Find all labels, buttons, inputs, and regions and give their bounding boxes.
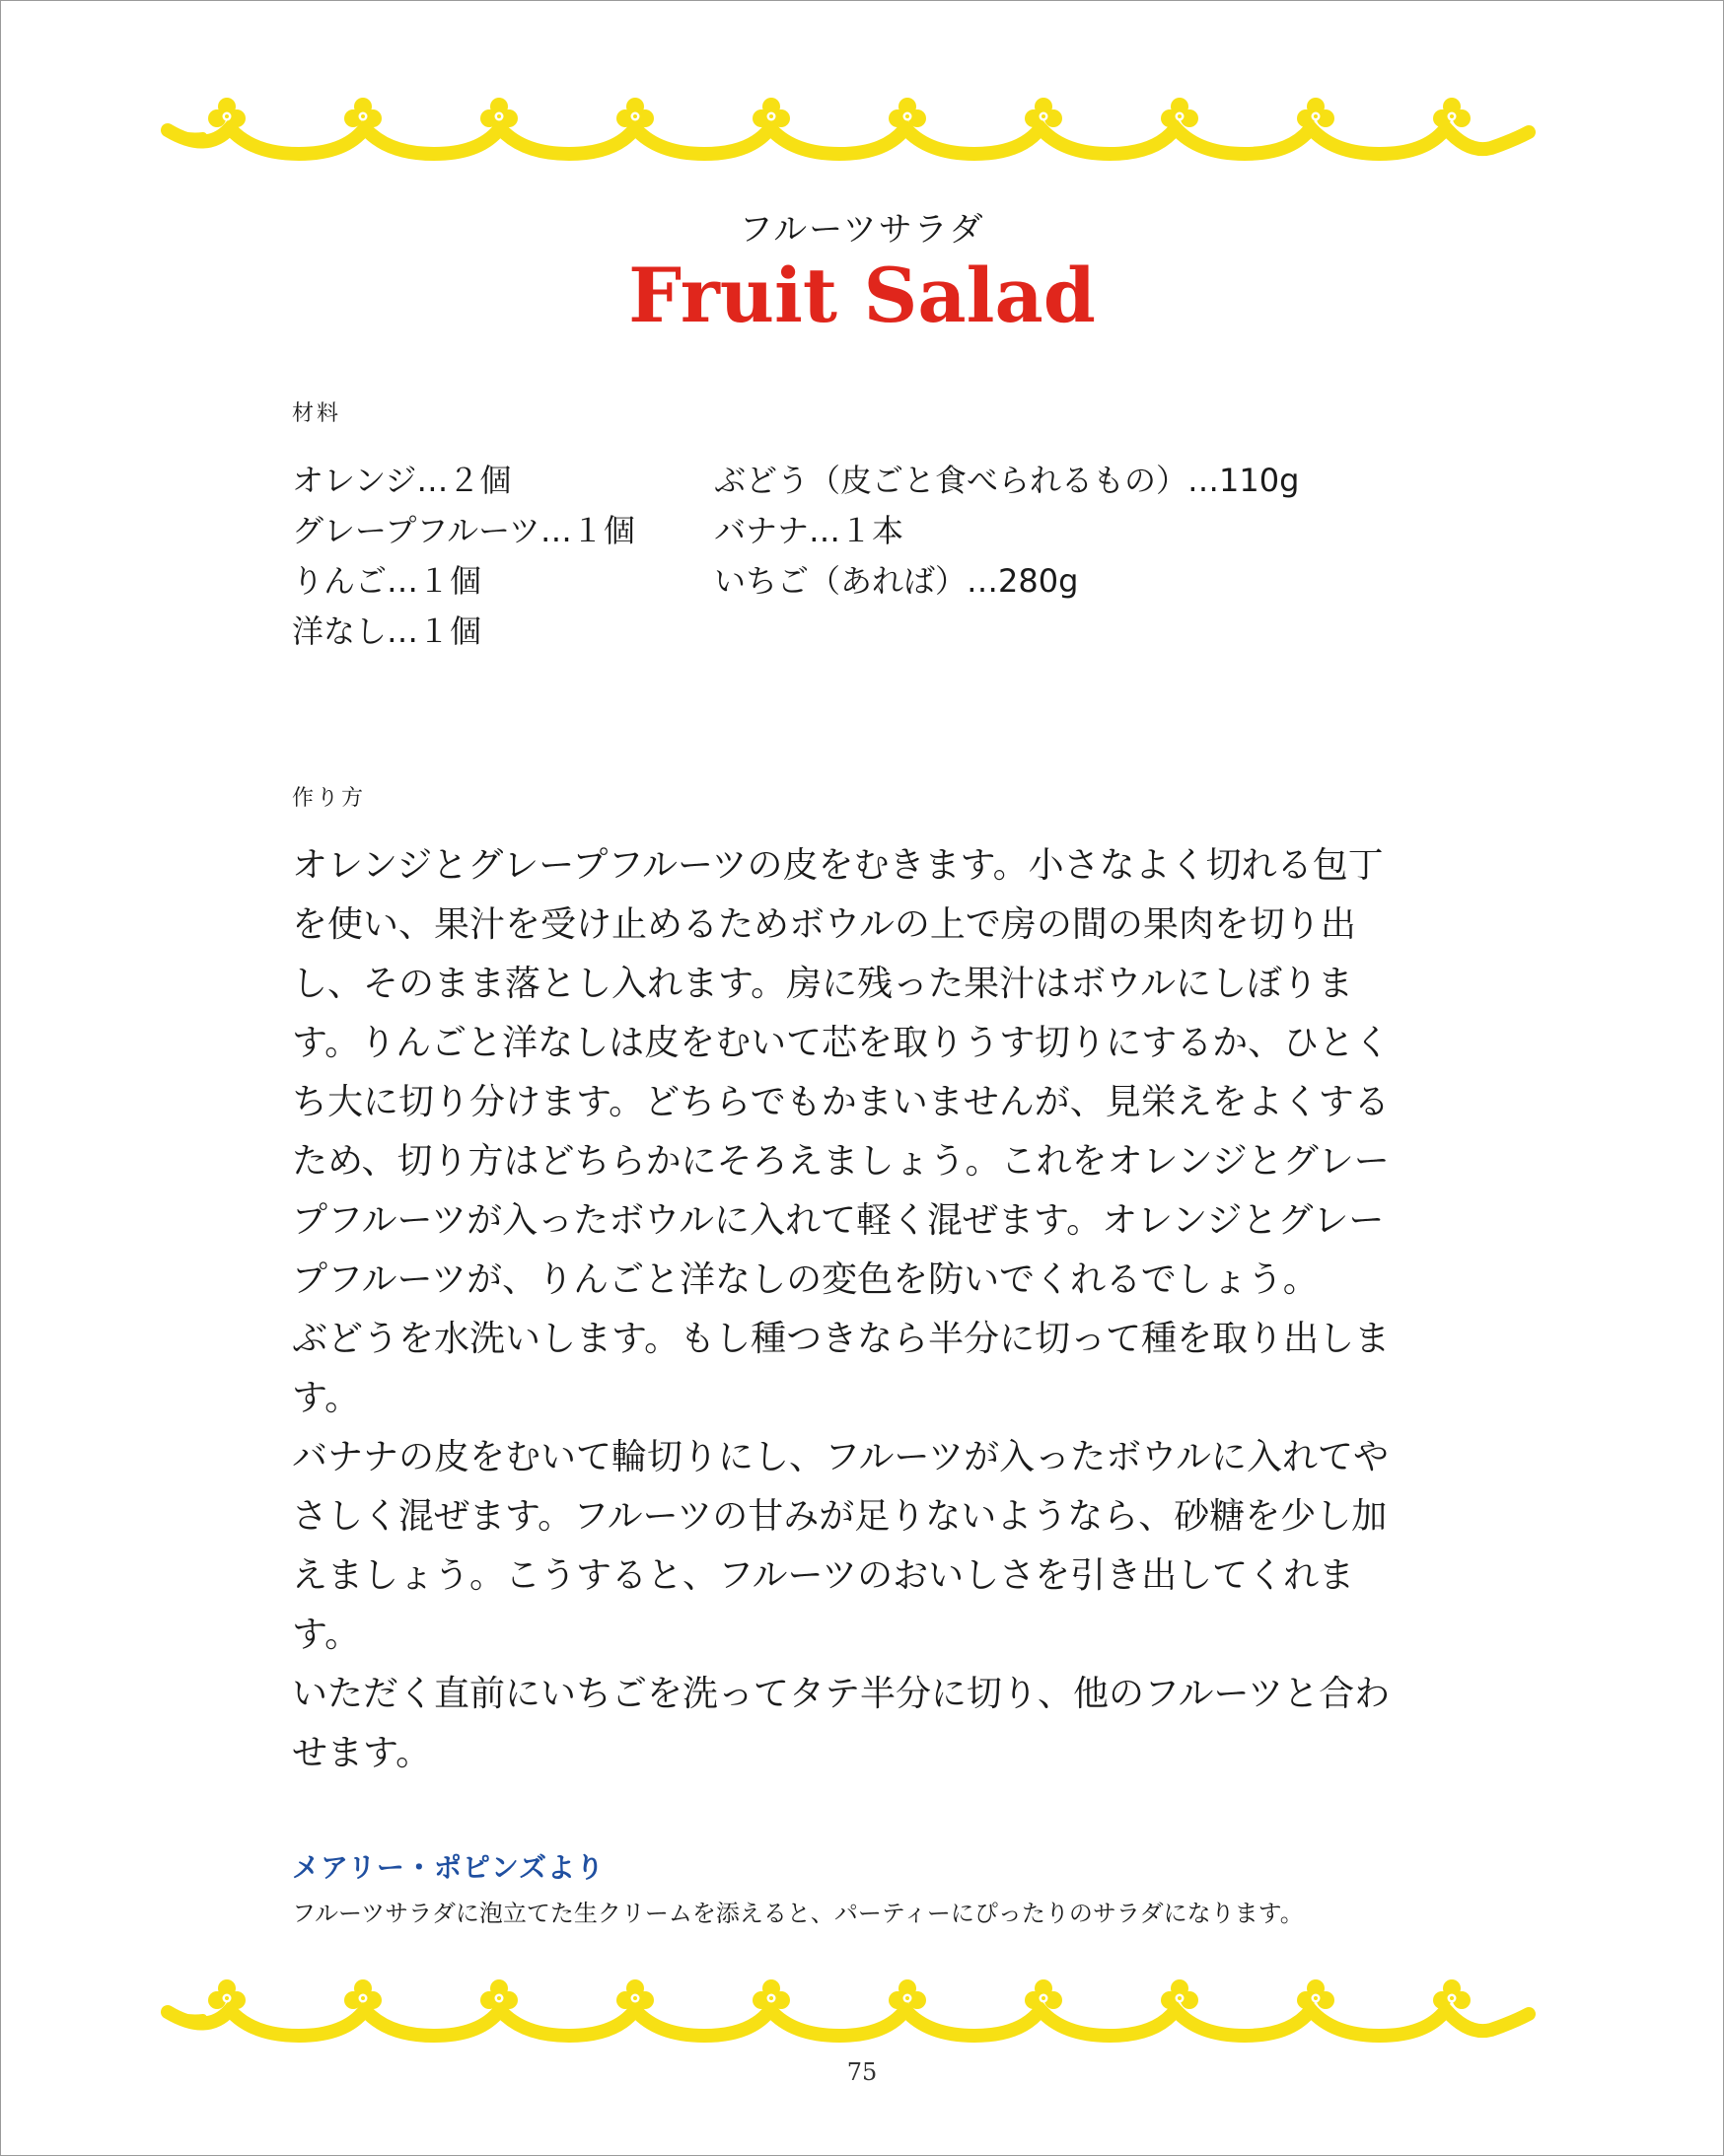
garland-top-decoration — [148, 89, 1548, 178]
ingredient-item: オレンジ…２個 — [292, 462, 512, 499]
ingredients-label: 材料 — [292, 401, 342, 426]
ingredient-item: いちご（あれば）…280g — [714, 562, 1079, 600]
recipe-subtitle-japanese: フルーツサラダ — [739, 210, 985, 250]
ingredients-list-left — [292, 456, 635, 657]
ingredients-list-right — [714, 456, 1299, 607]
ingredient-item: バナナ…１本 — [714, 512, 904, 549]
ingredient-item: 洋なし…１個 — [292, 612, 482, 650]
method-paragraph: オレンジとグレープフルーツの皮をむきます。小さなよく切れる包丁を使い、果汁を受け止めるためボウルの上で房の間の果肉を切り出し、そのまま落とし入れます。房に残った果汁はボウルにしぼります。りんごと洋なしは皮をむいて芯を取りうす切りにするか、ひとくち大に切り分けます。どちらでもかまいませんが、見栄えをよくするため、切り方はどちらかにそろえましょう。これをオレンジとグレープフルーツが入ったボウルに入れて軽く混ぜます。オレンジとグレープフルーツが、りんごと洋なしの変色を防いでくれるでしょう。 — [292, 845, 1391, 1300]
method-paragraph: いただく直前にいちごを洗ってタテ半分に切り、他のフルーツと合わせます。 — [292, 1674, 1391, 1773]
method-paragraph: バナナの皮をむいて輪切りにし、フルーツが入ったボウルに入れてやさしく混ぜます。フルーツの甘みが足りないようなら、砂糖を少し加えましょう。こうすると、フルーツのおいしさを引き出してくれます。 — [292, 1437, 1390, 1655]
page-number: 75 — [846, 2058, 878, 2086]
recipe-title: Fruit Salad — [628, 252, 1096, 339]
method-paragraph: ぶどうを水洗いします。もし種つきなら半分に切って種を取り出します。 — [292, 1319, 1391, 1418]
ingredient-item: ぶどう（皮ごと食べられるもの）…110g — [714, 462, 1300, 499]
ingredient-item: グレープフルーツ…１個 — [292, 512, 635, 549]
method-label: 作り方 — [292, 786, 367, 811]
method-text — [292, 836, 1416, 1783]
garland-bottom-decoration — [148, 1971, 1548, 2059]
mary-poppins-note: フルーツサラダに泡立てた生クリームを添えると、パーティーにぴったりのサラダになります。 — [292, 1900, 1304, 1927]
ingredient-item: りんご…１個 — [292, 562, 482, 600]
mary-poppins-heading: メアリー・ポピンズより — [292, 1851, 606, 1884]
